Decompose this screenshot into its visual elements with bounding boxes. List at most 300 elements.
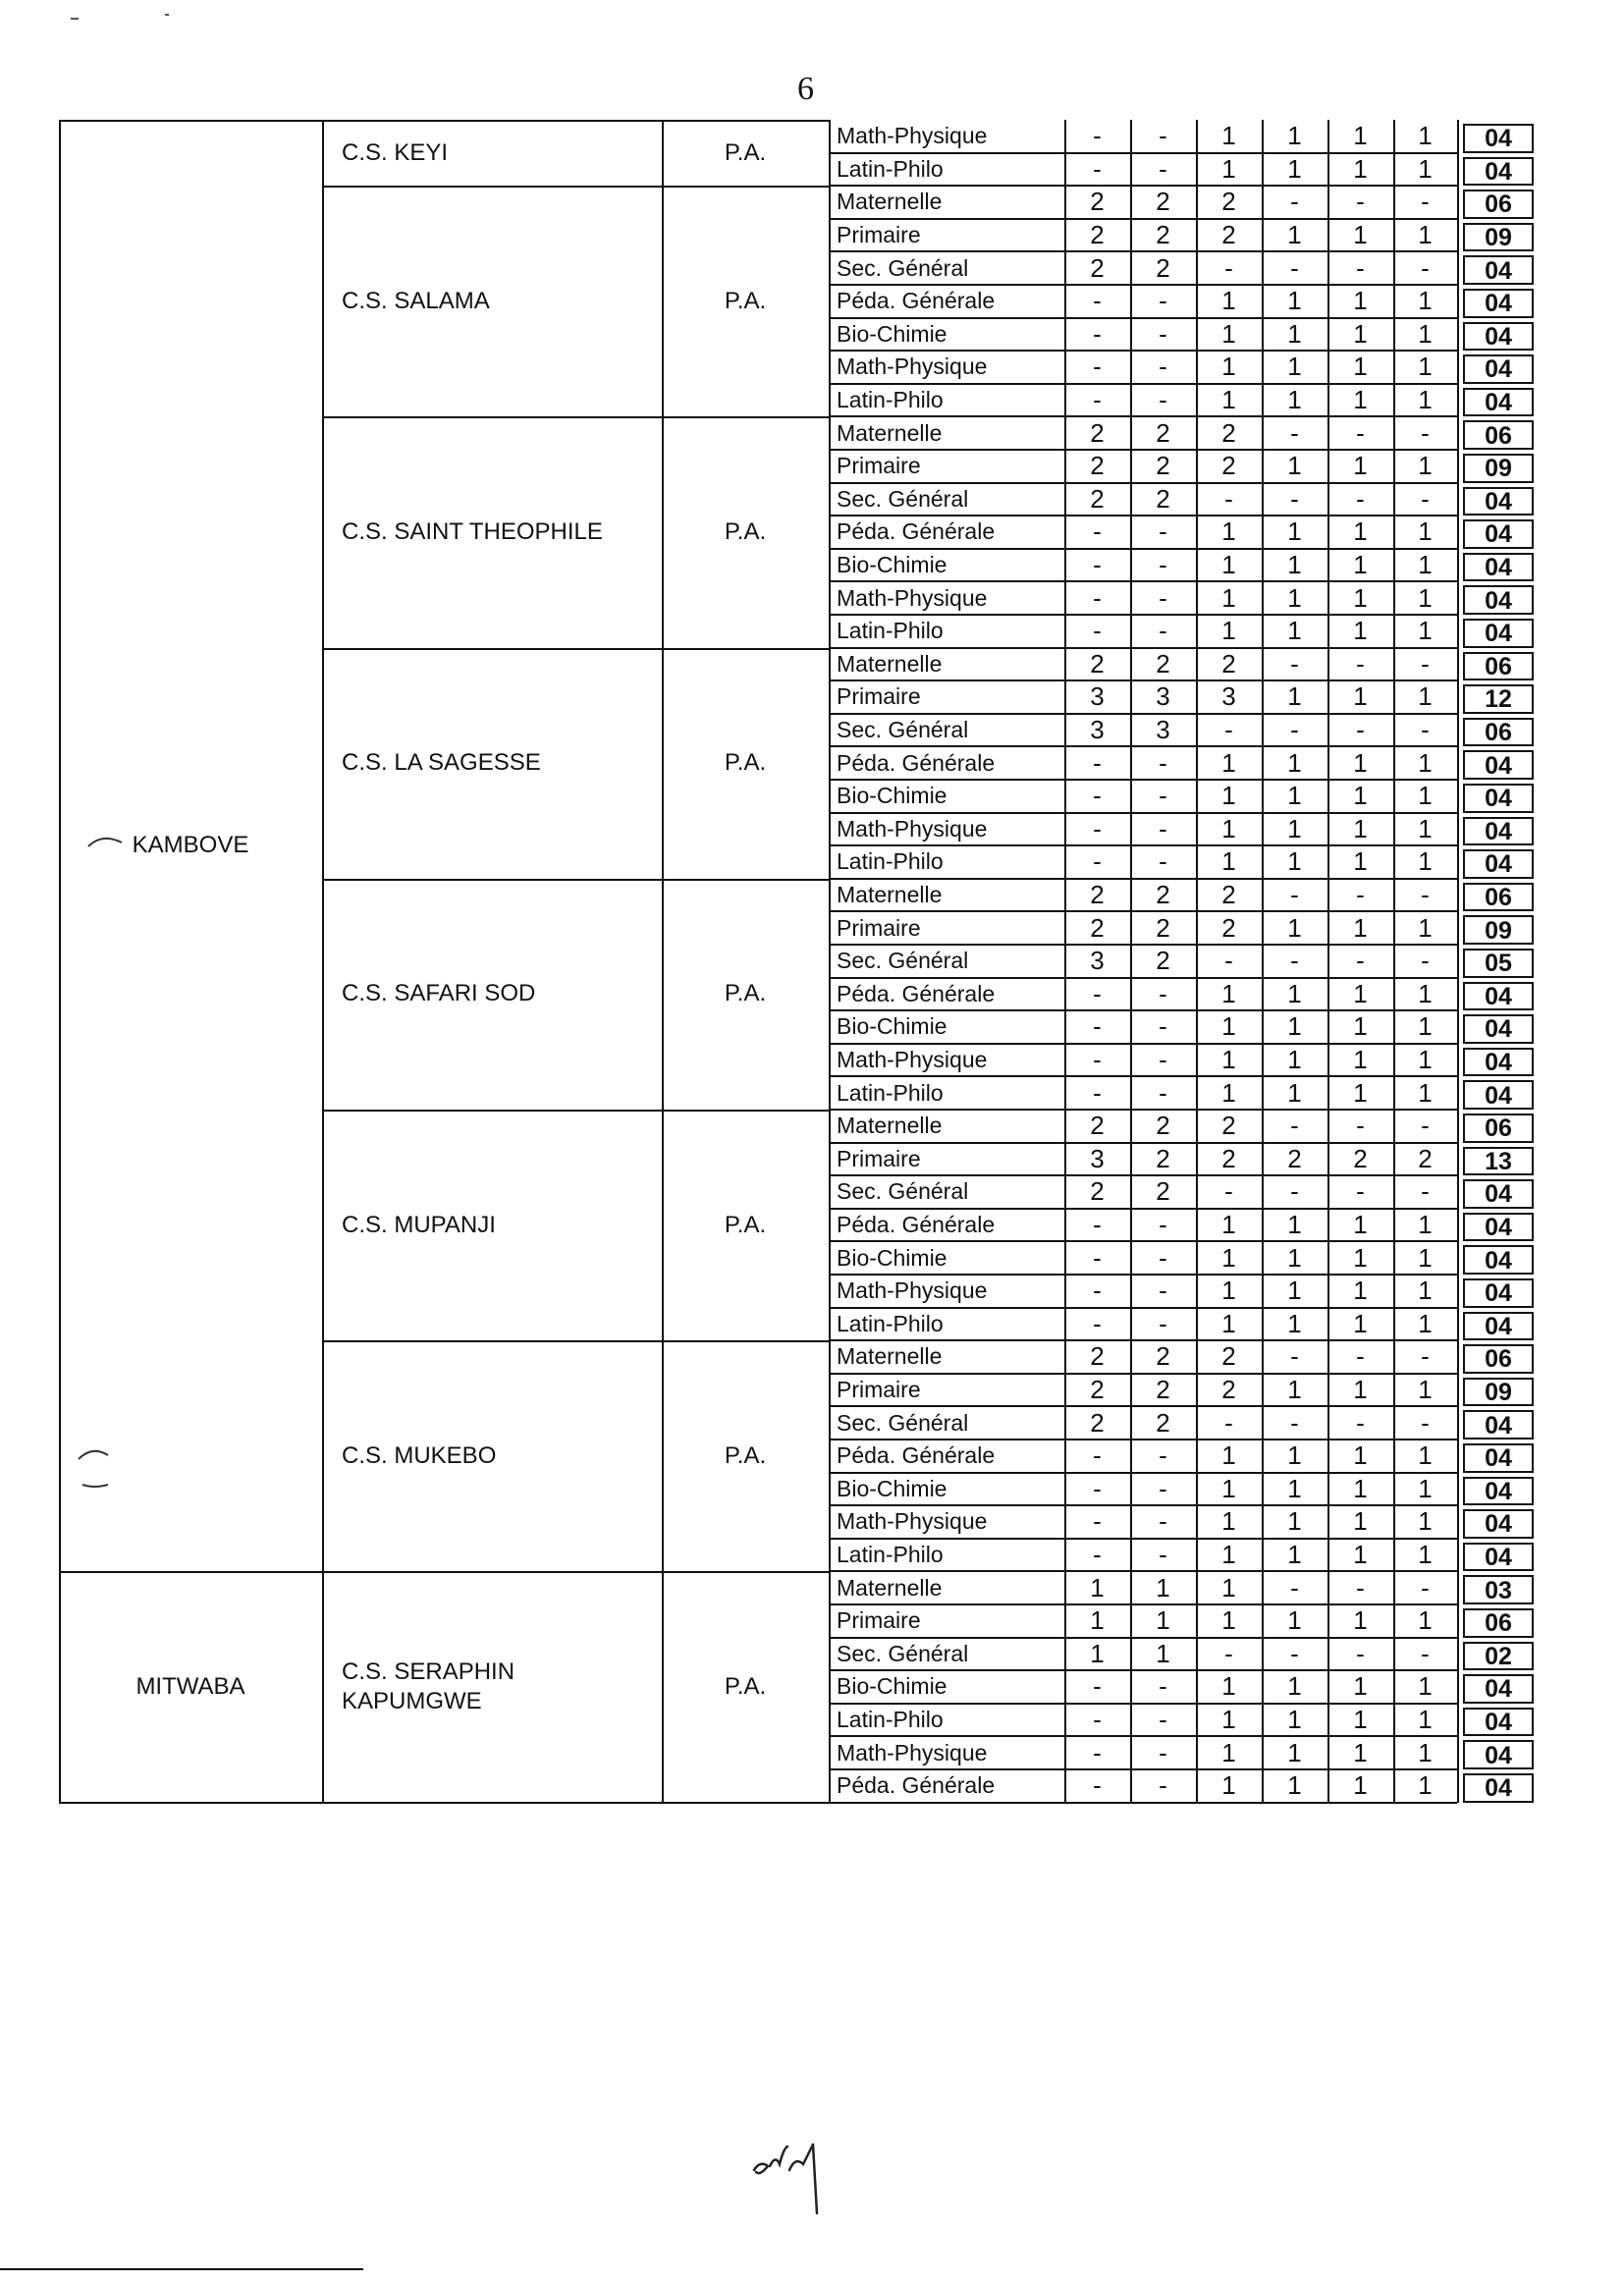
class-count: -	[1093, 352, 1102, 382]
class-count: 1	[1418, 1473, 1433, 1503]
total-count: 04	[1485, 125, 1512, 153]
class-count: 1	[1418, 681, 1433, 712]
school-status: P.A.	[724, 1441, 767, 1469]
class-count: 1	[1221, 1077, 1236, 1108]
total-count: 06	[1485, 1609, 1512, 1638]
table-bottom-rule	[59, 1802, 1457, 1804]
grade-label: Math-Physique	[837, 1277, 988, 1304]
class-count: 1	[1221, 516, 1236, 547]
class-count: 1	[1418, 352, 1433, 382]
class-count: 1	[1221, 1671, 1236, 1702]
total-count: 06	[1485, 190, 1512, 219]
grade-label: Primaire	[837, 1145, 921, 1171]
class-count: 1	[1418, 1242, 1433, 1273]
class-count: 1	[1353, 1210, 1368, 1240]
grade-label: Primaire	[837, 1607, 921, 1634]
territory-top-rule	[59, 120, 322, 122]
value-col-rule	[1457, 120, 1459, 1803]
school-status: P.A.	[724, 749, 767, 777]
class-count: 1	[1418, 385, 1433, 415]
class-count: 1	[1353, 385, 1368, 415]
class-count: 1	[1418, 1671, 1433, 1702]
class-count: -	[1290, 1176, 1299, 1207]
class-count: -	[1421, 648, 1430, 679]
class-count: 1	[1156, 1638, 1170, 1668]
class-count: 1	[1353, 1375, 1368, 1405]
class-count: 1	[1418, 1737, 1433, 1767]
class-count: -	[1421, 483, 1430, 514]
class-count: 1	[1418, 1770, 1433, 1801]
class-count: 1	[1221, 385, 1236, 415]
class-count: 1	[1287, 516, 1302, 547]
class-count: 1	[1353, 318, 1368, 349]
class-count: -	[1159, 1242, 1167, 1273]
school-name: C.S. LA SAGESSE	[342, 749, 541, 777]
grade-label: Latin-Philo	[837, 1079, 944, 1106]
school-name: C.S. SAFARI SOD	[342, 980, 536, 1007]
class-count: -	[1421, 1407, 1430, 1438]
grade-label: Maternelle	[837, 1343, 943, 1370]
grade-label: Primaire	[837, 222, 921, 248]
status-col-rule	[829, 120, 831, 1803]
class-count: -	[1356, 1176, 1365, 1207]
class-count: 1	[1287, 616, 1302, 646]
class-count: 3	[1090, 681, 1105, 712]
class-count: -	[1093, 153, 1102, 184]
class-count: 1	[1221, 747, 1236, 778]
class-count: -	[1159, 582, 1167, 613]
class-count: -	[1159, 1276, 1167, 1306]
territory-col-rule	[322, 120, 324, 1803]
class-count: -	[1290, 715, 1299, 745]
grade-label: Maternelle	[837, 882, 943, 908]
class-count: -	[1290, 1638, 1299, 1668]
grade-label: Math-Physique	[837, 123, 988, 149]
grade-label: Sec. Général	[837, 485, 969, 512]
school-status: P.A.	[724, 287, 767, 314]
class-count: 1	[1090, 1605, 1105, 1636]
class-count: 2	[1156, 880, 1170, 910]
class-count: 1	[1353, 681, 1368, 712]
class-count: -	[1224, 483, 1233, 514]
class-count: 2	[1090, 912, 1105, 943]
grade-label: Sec. Général	[837, 254, 969, 281]
class-count: 1	[1418, 1011, 1433, 1042]
class-count: -	[1093, 121, 1102, 151]
class-count: -	[1224, 252, 1233, 283]
class-count: -	[1093, 582, 1102, 613]
class-count: -	[1159, 1770, 1167, 1801]
class-count: 1	[1353, 1011, 1368, 1042]
value-col-rule	[1327, 120, 1329, 1803]
class-count: 1	[1221, 1770, 1236, 1801]
grade-label: Bio-Chimie	[837, 1673, 947, 1700]
total-count: 04	[1485, 751, 1512, 780]
class-count: 1	[1418, 1276, 1433, 1306]
total-count: 04	[1485, 850, 1512, 879]
grade-label: Math-Physique	[837, 584, 988, 611]
total-count: 04	[1485, 1477, 1512, 1505]
class-count: 1	[1287, 153, 1302, 184]
class-count: 1	[1221, 1011, 1236, 1042]
class-count: -	[1290, 1572, 1299, 1603]
class-count: -	[1421, 1572, 1430, 1603]
class-count: -	[1356, 946, 1365, 976]
class-count: 1	[1287, 1210, 1302, 1240]
grade-label: Maternelle	[837, 419, 943, 446]
grade-label: Math-Physique	[837, 353, 988, 380]
total-count: 04	[1485, 322, 1512, 351]
class-count: -	[1356, 1638, 1365, 1668]
class-count: 1	[1221, 1045, 1236, 1075]
class-count: 1	[1287, 1671, 1302, 1702]
class-count: 1	[1221, 1440, 1236, 1471]
class-count: 1	[1353, 1473, 1368, 1503]
grade-label: Péda. Générale	[837, 749, 996, 776]
class-count: 1	[1287, 318, 1302, 349]
total-count: 04	[1485, 1510, 1512, 1539]
school-name: C.S. SAINT THEOPHILE	[342, 517, 603, 545]
class-count: -	[1093, 813, 1102, 843]
class-count: 1	[1287, 582, 1302, 613]
class-count: -	[1421, 1176, 1430, 1207]
class-count: -	[1421, 1341, 1430, 1372]
class-count: 2	[1090, 252, 1105, 283]
grade-label: Math-Physique	[837, 1047, 988, 1073]
class-count: -	[1159, 813, 1167, 843]
class-count: -	[1159, 1540, 1167, 1570]
total-count: 04	[1485, 520, 1512, 549]
class-count: 1	[1418, 318, 1433, 349]
class-count: 1	[1287, 385, 1302, 415]
grade-label: Latin-Philo	[837, 848, 944, 875]
class-count: -	[1159, 1011, 1167, 1042]
class-count: 1	[1221, 286, 1236, 316]
class-count: 1	[1287, 550, 1302, 580]
total-count: 04	[1485, 1081, 1512, 1110]
total-count: 06	[1485, 719, 1512, 747]
class-count: -	[1421, 715, 1430, 745]
class-count: -	[1290, 1407, 1299, 1438]
grade-label: Bio-Chimie	[837, 1244, 947, 1271]
grade-label: Péda. Générale	[837, 1442, 996, 1469]
class-count: 1	[1353, 1540, 1368, 1570]
class-count: -	[1159, 1077, 1167, 1108]
class-count: 1	[1353, 220, 1368, 250]
class-count: 1	[1418, 550, 1433, 580]
class-count: 2	[1353, 1143, 1368, 1173]
class-count: 1	[1353, 781, 1368, 811]
total-count: 04	[1485, 620, 1512, 648]
class-count: 3	[1090, 715, 1105, 745]
total-count: 06	[1485, 1345, 1512, 1374]
class-count: -	[1356, 1341, 1365, 1372]
class-count: -	[1093, 1540, 1102, 1570]
class-count: 1	[1353, 1440, 1368, 1471]
grade-label: Latin-Philo	[837, 387, 944, 413]
class-count: 1	[1287, 1440, 1302, 1471]
grade-label: Latin-Philo	[837, 1310, 944, 1336]
class-count: -	[1093, 1308, 1102, 1338]
total-count: 04	[1485, 586, 1512, 615]
school-top-rule	[322, 1571, 829, 1573]
grade-label: Bio-Chimie	[837, 783, 947, 809]
class-count: -	[1093, 1770, 1102, 1801]
class-count: -	[1159, 516, 1167, 547]
class-count: 1	[1418, 153, 1433, 184]
class-count: 2	[1090, 417, 1105, 448]
class-count: 1	[1287, 1540, 1302, 1570]
class-count: -	[1093, 1276, 1102, 1306]
class-count: 1	[1353, 1308, 1368, 1338]
total-count: 04	[1485, 157, 1512, 186]
class-count: 1	[1287, 1473, 1302, 1503]
class-count: 1	[1287, 286, 1302, 316]
class-count: -	[1159, 1045, 1167, 1075]
class-count: 1	[1418, 1077, 1433, 1108]
class-count: 3	[1156, 681, 1170, 712]
total-count: 09	[1485, 1379, 1512, 1407]
class-count: 1	[1156, 1605, 1170, 1636]
class-count: 1	[1353, 1242, 1368, 1273]
class-count: -	[1224, 1638, 1233, 1668]
class-count: -	[1159, 1440, 1167, 1471]
total-count: 03	[1485, 1576, 1512, 1604]
class-count: 1	[1353, 352, 1368, 382]
class-count: -	[1159, 1737, 1167, 1767]
class-count: 1	[1287, 451, 1302, 481]
class-count: 1	[1287, 813, 1302, 843]
class-count: 1	[1287, 1077, 1302, 1108]
class-count: 2	[1090, 483, 1105, 514]
class-count: 1	[1221, 1308, 1236, 1338]
school-top-rule	[322, 648, 829, 650]
scan-mark	[77, 1443, 116, 1493]
grade-label: Péda. Générale	[837, 1772, 996, 1799]
grade-label: Primaire	[837, 1377, 921, 1403]
total-count: 04	[1485, 1411, 1512, 1440]
class-count: 1	[1221, 1737, 1236, 1767]
class-count: 1	[1221, 1473, 1236, 1503]
class-count: -	[1290, 187, 1299, 217]
class-count: 1	[1418, 1375, 1433, 1405]
total-count: 04	[1485, 1180, 1512, 1209]
total-count: 09	[1485, 916, 1512, 945]
class-count: 3	[1090, 946, 1105, 976]
grade-label: Sec. Général	[837, 1409, 969, 1436]
class-count: 1	[1418, 912, 1433, 943]
grade-label: Sec. Général	[837, 948, 969, 974]
total-count: 04	[1485, 817, 1512, 845]
class-count: 2	[1156, 946, 1170, 976]
class-count: -	[1159, 781, 1167, 811]
class-count: -	[1093, 1737, 1102, 1767]
class-count: 2	[1221, 1375, 1236, 1405]
class-count: 1	[1221, 582, 1236, 613]
class-count: -	[1159, 318, 1167, 349]
school-name-line: KAPUMGWE	[342, 1687, 482, 1714]
class-count: -	[1421, 1111, 1430, 1141]
total-count: 05	[1485, 950, 1512, 978]
class-count: 1	[1156, 1572, 1170, 1603]
class-count: -	[1093, 1506, 1102, 1537]
class-count: 1	[1287, 1770, 1302, 1801]
class-count: 1	[1090, 1572, 1105, 1603]
total-count: 09	[1485, 224, 1512, 252]
class-count: -	[1290, 1341, 1299, 1372]
class-count: 2	[1156, 1176, 1170, 1207]
class-count: 1	[1353, 1671, 1368, 1702]
total-count: 04	[1485, 1049, 1512, 1077]
class-count: 2	[1221, 912, 1236, 943]
grade-label: Math-Physique	[837, 815, 988, 842]
grade-label: Sec. Général	[837, 717, 969, 743]
class-count: -	[1421, 946, 1430, 976]
school-col-rule	[662, 120, 664, 1803]
class-count: 2	[1156, 252, 1170, 283]
class-count: -	[1356, 417, 1365, 448]
class-count: 2	[1156, 451, 1170, 481]
class-count: 1	[1418, 846, 1433, 877]
class-count: -	[1356, 187, 1365, 217]
class-count: -	[1093, 1473, 1102, 1503]
class-count: 1	[1353, 1737, 1368, 1767]
class-count: -	[1290, 417, 1299, 448]
class-count: 1	[1221, 1506, 1236, 1537]
grade-label: Latin-Philo	[837, 618, 944, 644]
class-count: 2	[1221, 880, 1236, 910]
class-count: 1	[1221, 813, 1236, 843]
total-count: 04	[1485, 982, 1512, 1010]
class-count: -	[1159, 550, 1167, 580]
class-count: 1	[1418, 978, 1433, 1008]
class-count: 1	[1418, 516, 1433, 547]
class-count: 1	[1287, 781, 1302, 811]
class-count: -	[1421, 417, 1430, 448]
class-count: 1	[1418, 1705, 1433, 1735]
class-count: 2	[1156, 648, 1170, 679]
grade-label: Sec. Général	[837, 1178, 969, 1205]
total-count: 04	[1485, 1312, 1512, 1340]
class-count: 1	[1287, 681, 1302, 712]
class-count: -	[1290, 1111, 1299, 1141]
class-count: 1	[1418, 813, 1433, 843]
class-count: 2	[1090, 880, 1105, 910]
class-count: 1	[1287, 1045, 1302, 1075]
class-count: -	[1159, 978, 1167, 1008]
class-count: -	[1159, 153, 1167, 184]
grade-label: Math-Physique	[837, 1739, 988, 1766]
class-count: 1	[1221, 1540, 1236, 1570]
class-count: -	[1290, 483, 1299, 514]
class-count: -	[1093, 1440, 1102, 1471]
total-count: 04	[1485, 290, 1512, 318]
class-count: 1	[1418, 286, 1433, 316]
class-count: -	[1224, 946, 1233, 976]
class-count: 1	[1353, 153, 1368, 184]
class-count: 1	[1353, 813, 1368, 843]
class-count: -	[1224, 715, 1233, 745]
school-status: P.A.	[724, 1672, 767, 1700]
class-count: 1	[1353, 912, 1368, 943]
grade-label: Sec. Général	[837, 1640, 969, 1666]
class-count: 3	[1090, 1143, 1105, 1173]
grade-label: Maternelle	[837, 1574, 943, 1601]
class-count: 1	[1353, 451, 1368, 481]
class-count: 1	[1090, 1638, 1105, 1668]
grade-label: Bio-Chimie	[837, 552, 947, 578]
class-count: -	[1356, 483, 1365, 514]
page-number: 6	[797, 71, 814, 107]
class-count: -	[1093, 1077, 1102, 1108]
class-count: 1	[1418, 121, 1433, 151]
class-count: -	[1421, 880, 1430, 910]
class-count: 1	[1353, 1077, 1368, 1108]
grade-label: Péda. Générale	[837, 288, 996, 314]
value-col-rule	[1262, 120, 1264, 1803]
class-count: 2	[1221, 1143, 1236, 1173]
school-status: P.A.	[724, 517, 767, 545]
class-count: 2	[1221, 417, 1236, 448]
class-count: 1	[1287, 846, 1302, 877]
grade-label: Maternelle	[837, 189, 943, 215]
class-count: -	[1159, 286, 1167, 316]
class-count: 1	[1353, 1705, 1368, 1735]
total-count: 04	[1485, 1774, 1512, 1803]
class-count: 1	[1287, 1375, 1302, 1405]
class-count: 2	[1221, 1341, 1236, 1372]
class-count: 1	[1287, 1276, 1302, 1306]
class-count: 2	[1090, 648, 1105, 679]
class-count: 1	[1287, 1011, 1302, 1042]
class-count: -	[1159, 1473, 1167, 1503]
class-count: 1	[1353, 286, 1368, 316]
total-count: 04	[1485, 1015, 1512, 1044]
school-top-rule	[322, 1110, 829, 1112]
class-count: -	[1159, 747, 1167, 778]
class-count: 1	[1221, 978, 1236, 1008]
school-top-rule	[322, 186, 829, 188]
class-count: -	[1356, 715, 1365, 745]
class-count: -	[1159, 385, 1167, 415]
school-name: C.S. SALAMA	[342, 287, 490, 314]
value-col-rule	[1064, 120, 1066, 1803]
class-count: -	[1421, 252, 1430, 283]
total-count: 04	[1485, 554, 1512, 582]
class-count: 1	[1418, 582, 1433, 613]
class-count: 1	[1353, 1045, 1368, 1075]
school-status: P.A.	[724, 980, 767, 1007]
class-count: 1	[1287, 1737, 1302, 1767]
class-count: -	[1093, 1210, 1102, 1240]
class-count: 2	[1090, 1375, 1105, 1405]
class-count: 2	[1221, 220, 1236, 250]
class-count: 1	[1418, 1540, 1433, 1570]
class-count: 2	[1090, 220, 1105, 250]
class-count: 2	[1156, 1143, 1170, 1173]
class-count: 1	[1418, 1440, 1433, 1471]
school-top-rule	[322, 879, 829, 881]
grade-label: Latin-Philo	[837, 1707, 944, 1733]
school-top-rule	[322, 416, 829, 418]
class-count: -	[1159, 1506, 1167, 1537]
class-count: 1	[1353, 1276, 1368, 1306]
table-left-rule	[59, 120, 61, 1803]
value-col-rule	[1393, 120, 1395, 1803]
class-count: -	[1093, 318, 1102, 349]
class-count: -	[1159, 846, 1167, 877]
value-col-rule	[1196, 120, 1198, 1803]
